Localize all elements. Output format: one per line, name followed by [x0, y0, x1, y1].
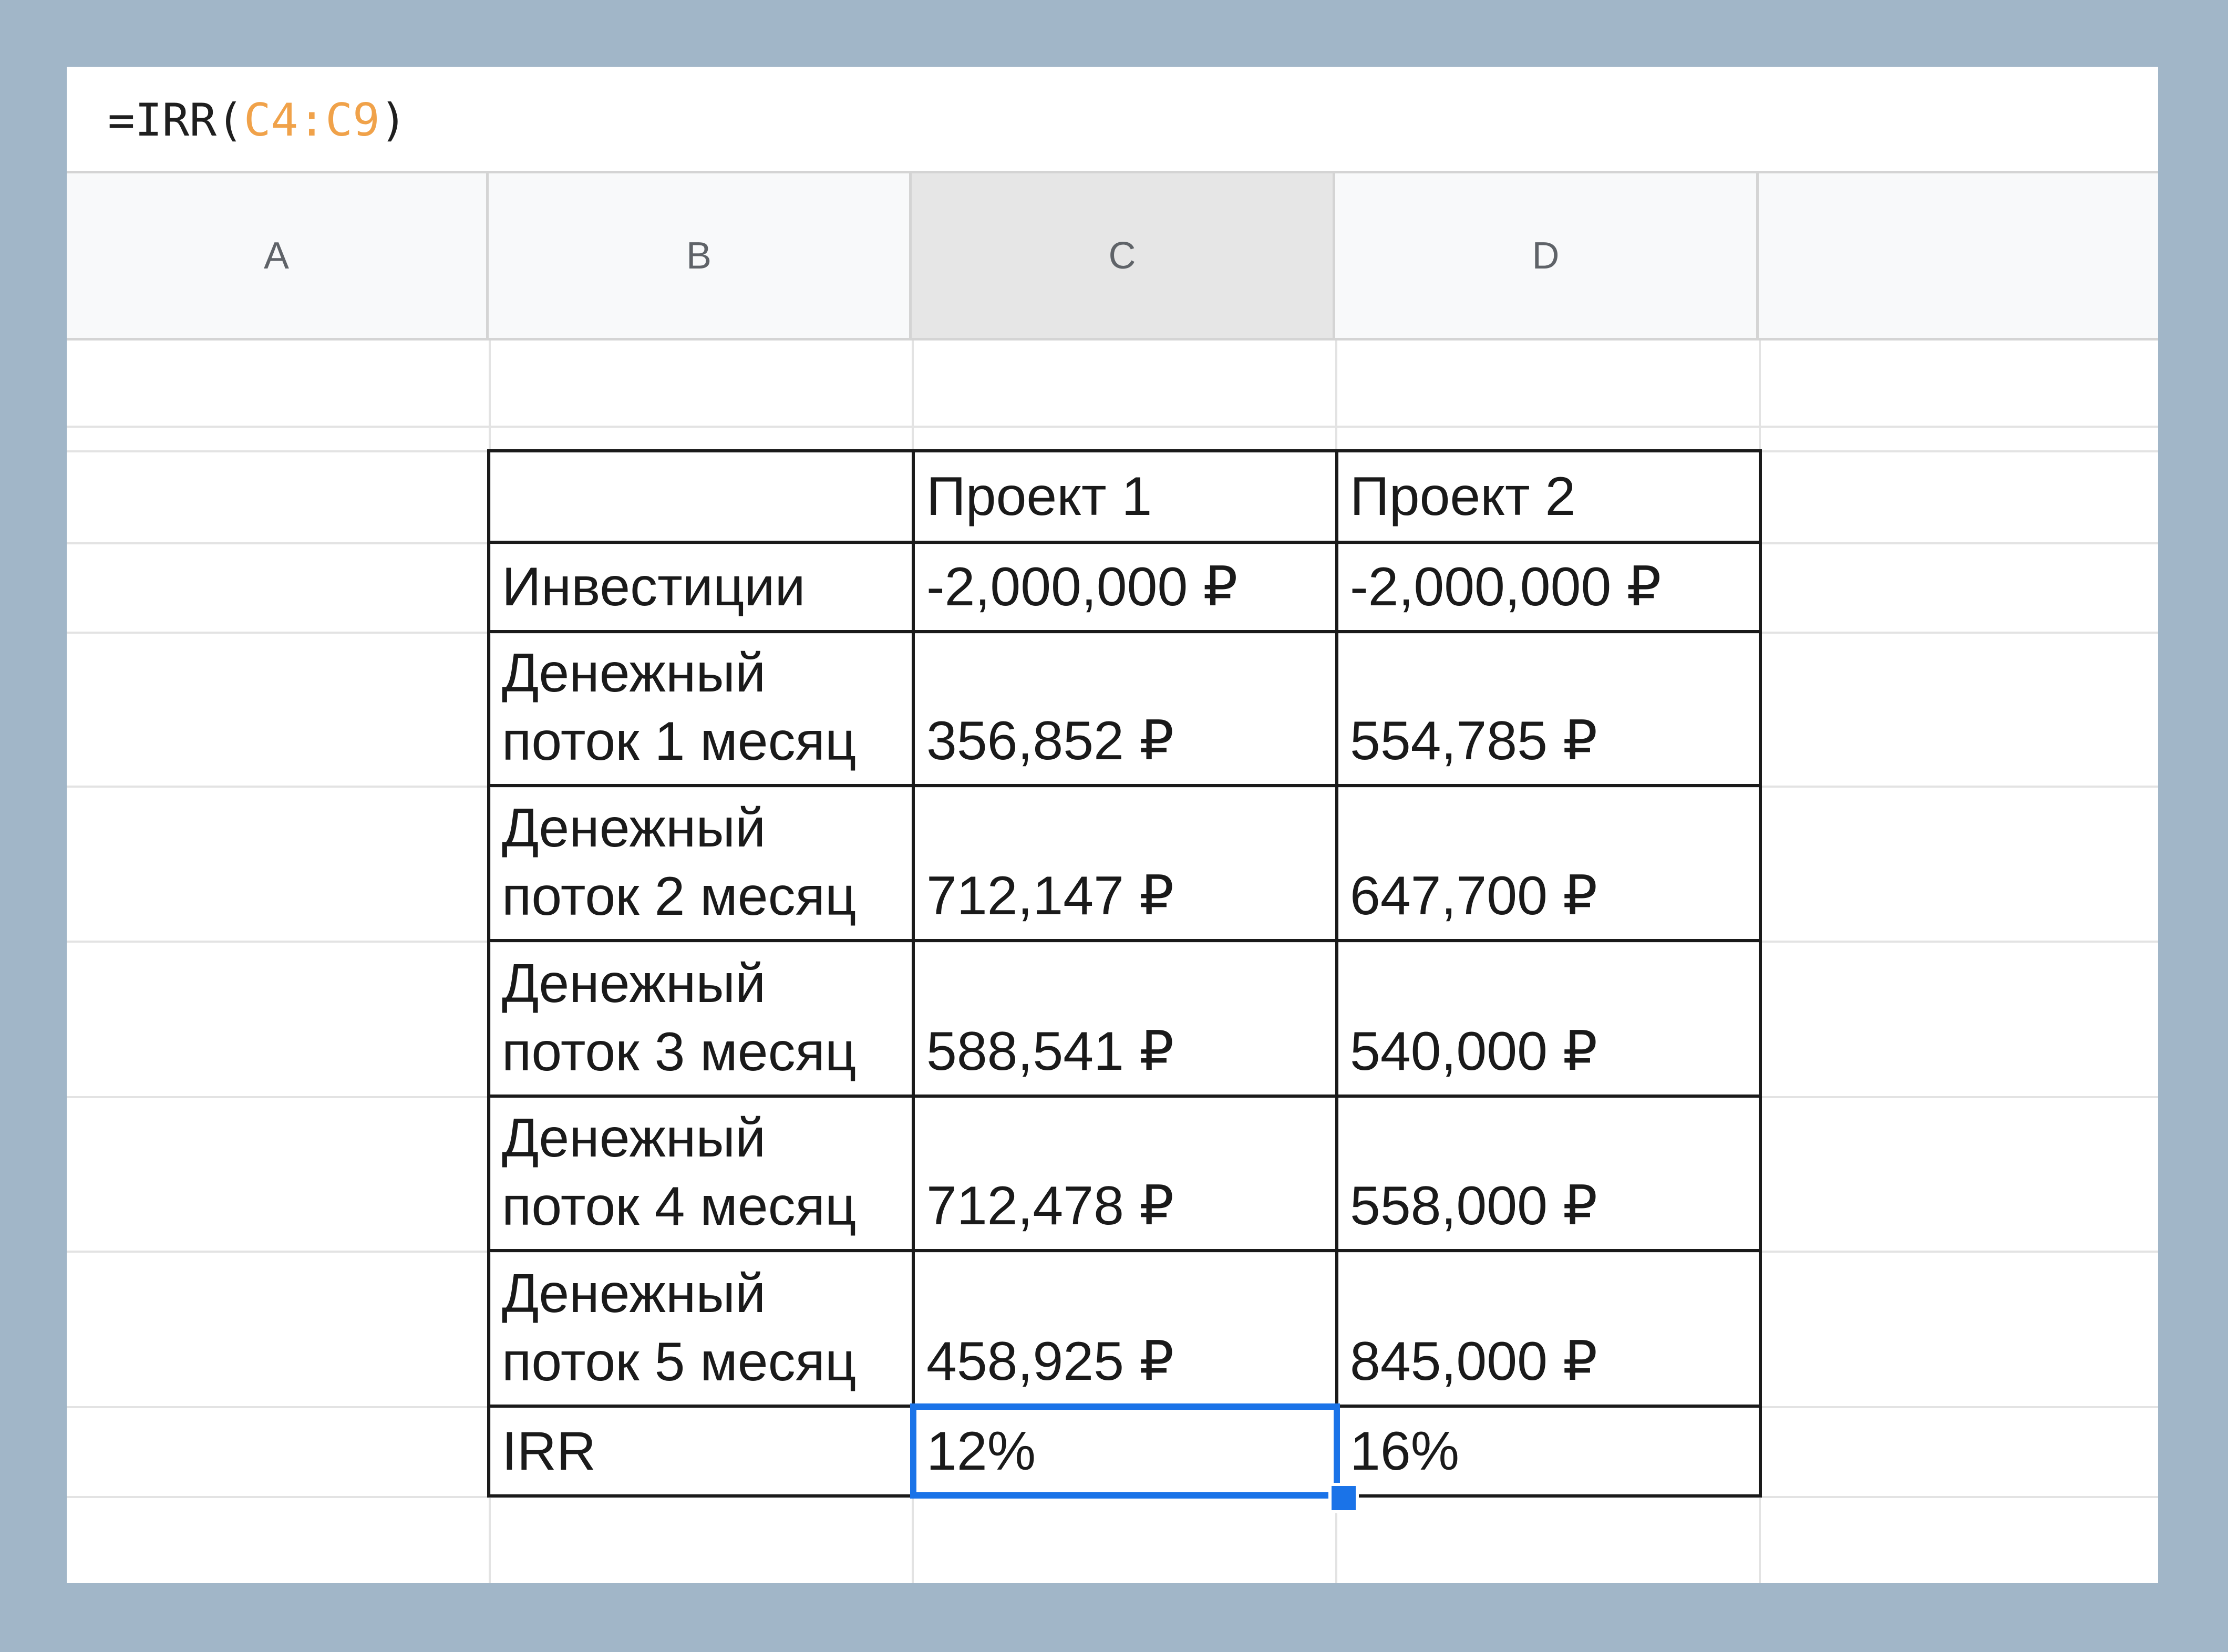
irr-cell-project-2[interactable]: 16% [1335, 1405, 1762, 1498]
table-cell-project-1[interactable]: 356,852 ₽ [912, 630, 1338, 787]
formula-prefix: =IRR( [108, 94, 244, 147]
column-headers [67, 173, 2158, 340]
table-cell-project-1[interactable]: 458,925 ₽ [912, 1249, 1338, 1408]
column-header-e[interactable] [1759, 173, 2158, 340]
formula-range-reference: C4:C9 [243, 94, 380, 147]
formula-suffix: ) [379, 94, 407, 147]
table-row-label[interactable]: Денежный поток 4 месяц [487, 1095, 915, 1252]
table-cell-project-1[interactable]: -2,000,000 ₽ [912, 541, 1338, 633]
table-cell-project-2[interactable]: 558,000 ₽ [1335, 1095, 1762, 1252]
table-cell-project-2[interactable]: 554,785 ₽ [1335, 630, 1762, 787]
column-header-a[interactable]: A [67, 173, 489, 340]
table-cell-project-1[interactable]: 712,147 ₽ [912, 784, 1338, 942]
formula-text[interactable] [108, 94, 407, 147]
irr-cell-project-1[interactable]: 12% [912, 1405, 1338, 1498]
table-cell-project-2[interactable]: 540,000 ₽ [1335, 939, 1762, 1098]
table-cell-project-1[interactable]: 712,478 ₽ [912, 1095, 1338, 1252]
table-cell-project-2[interactable]: 845,000 ₽ [1335, 1249, 1762, 1408]
column-header-d[interactable]: D [1335, 173, 1759, 340]
table-row-label[interactable]: Денежный поток 3 месяц [487, 939, 915, 1098]
table-cell-project-2[interactable]: -2,000,000 ₽ [1335, 541, 1762, 633]
table-cell-project-2[interactable]: 647,700 ₽ [1335, 784, 1762, 942]
table-row-label[interactable]: Денежный поток 5 месяц [487, 1249, 915, 1408]
table-row-label[interactable]: Денежный поток 2 месяц [487, 784, 915, 942]
fill-handle[interactable] [1328, 1483, 1359, 1513]
cell-c3-header[interactable]: Проект 1 [912, 449, 1338, 544]
table-row-label[interactable]: IRR [487, 1405, 915, 1498]
cell-d3-header[interactable]: Проект 2 [1335, 449, 1762, 544]
cell-b3[interactable] [487, 449, 915, 544]
column-header-c[interactable]: C [912, 173, 1335, 340]
table-cell-project-1[interactable]: 588,541 ₽ [912, 939, 1338, 1098]
column-header-b[interactable]: B [489, 173, 912, 340]
table-row-label[interactable]: Денежный поток 1 месяц [487, 630, 915, 787]
spreadsheet [67, 67, 2158, 1583]
formula-bar[interactable] [67, 67, 2158, 173]
grid-row-line [67, 426, 2158, 428]
table-row-label[interactable]: Инвестиции [487, 541, 915, 633]
